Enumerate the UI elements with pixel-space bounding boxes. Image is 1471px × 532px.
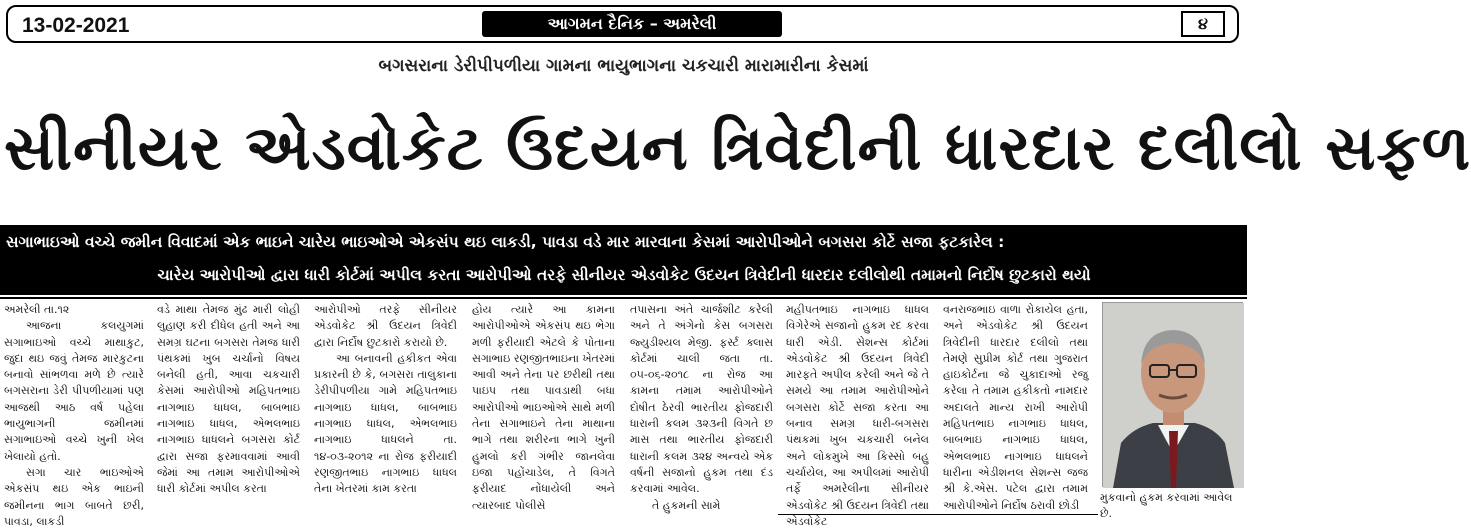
article-column-7: વનરાજભાઇ વાળા રોકાયેલ હતા, અને એડવોકેટ શ્રી ઉદયન ત્રિવેદીની ધારદાર દલીલો તથા તેમણે સુપ્રીમ કોર્ટ તથા ગુજરાત હાઇકોર્ટના જે ચુકાદાઓ રજુ કરેલા તે તમામ હકીકતો નામદાર અદાલતે માન્ય રાખી આરોપી મહિપતભાઇ નાગભાઇ ધાધલ, બાબભાઇ નાગભાઇ ધાધલ, એભલભાઇ નાગભાઇ ધાધલને ધારીના એડીશનલ સેશન્સ જજ શ્રી કે.એસ. પટેલ દ્વારા તમામ આરોપીઓને નિર્દોષ ઠરાવી છોડી — [943, 303, 1088, 512]
kicker: બગસરાના ડેરીપીપળીયા ગામના ભાયુભાગના ચકચારી મારામારીના કેસમાં — [378, 56, 869, 76]
bottom-rule — [778, 514, 1098, 515]
article-column-2: વડે માથા તેમજ મુંઢ મારી લોહી લુહાણ કરી દીધેલ હતી અને આ સમગ્ર ઘટના બગસરા તેમજ ધારી પંથકમાં ખુબ ચર્ચાનો વિષય બનેલી હતી, આવા ચકચારી કેસમાં આરોપીઓ મહિપતભાઇ નાગભાઇ ધાધલ, બાબભાઇ નાગભાઇ ધાધલ, એભલભાઇ નાગભાઇ ધાધલને બગસરા કોર્ટ દ્વારા સજા ફરમાવવામાં આવી જેમાં આ તમામ આરોપીઓએ ધારી કોર્ટમાં અપીલ કરતા — [157, 303, 300, 496]
deck-line-2: ચારેય આરોપીઓ દ્વારા ધારી કોર્ટમાં અપીલ કરતા આરોપીઓ તરફે સીનીયર એડવોકેટ ઉદયન ત્રિવેદીની ધારદાર દલીલોથી તમામનો નિર્દોષ છુટકારો થયો — [157, 266, 1091, 284]
portrait-image — [1103, 303, 1244, 488]
article-column-6: મહીપતભાઇ નાગભાઇ ધાધલ વિગેરેએ સજાનો હુકમ રદ કરવા ધારી એડી. સેશન્સ કોર્ટમાં એડવોકેટ શ્રી ઉદયન ત્રિવેદી મારફતે અપીલ કરેલી અને જે તે સમયે આ તમામ આરોપીઓને બગસરા કોર્ટે સજા કરતા આ બનાવ સમગ્ર ધારી-બગસરા પંથકમાં ખુબ ચકચારી બનેલ અને લોકમુખે આ કિસ્સો બહુ ચર્ચાયેલ, આ અપીલમાં આરોપી તર્ફે અમરેલીના સીનીયર એડવોકેટ શ્રી ઉદયન ત્રિવેદી તથા એડવોકેટ — [786, 303, 930, 528]
masthead-bar — [6, 5, 1239, 43]
headline: સીનીયર એડવોકેટ ઉદયન ત્રિવેદીની ધારદાર દલીલો સફળ — [4, 111, 1471, 184]
article-column-1: અમરેલી તા.૧૨ આજના કલયુગમાં સગાભાઇઓ વચ્ચે માથાકુટ, જુદા થઇ જવું તેમજ મારકુટના બનાવો સાંભળવા મળે છે ત્યારે બગસરાના ડેરી પીપળીયામાં પણ આજથી આઠ વર્ષ પહેલા ભાયુભાગની જમીનમાં સગાભાઇઓ વચ્ચે ખુની ખેલ ખેલાયો હતો. સગા ચાર ભાઇઓએ એકસંપ થઇ એક ભાઇની જમીનના ભાગ બાબતે છરી, પાવડા, લાકડી — [4, 303, 144, 528]
newspaper-name: આગમન દૈનિક – અમરેલી — [482, 11, 782, 37]
article-column-3: આરોપીઓ તરફે સીનીયર એડવોકેટ શ્રી ઉદયન ત્રિવેદી દ્વારા નિર્દોષ છુટકારો કરાયો છે. આ બનાવની હકીકત એવા પ્રકારની છે કે, બગસરા તાલુકાના ડેરીપીપળીયા ગામે મહિપતભાઇ નાગભાઇ ધાધલ, બાબભાઇ નાગભાઇ ધાધલ, એભલભાઇ નાગભાઇ ધાધલને તા. ૧૪-૦૩-૨૦૧૨ ના રોજ ફરીયાદી રણજીતભાઇ નાગભાઇ ધાધલ તેના ખેતરમાં કામ કરતા — [314, 303, 457, 496]
deck-band — [0, 225, 1247, 295]
deck-line-1: સગાભાઇઓ વચ્ચે જમીન વિવાદમાં એક ભાઇને ચારેય ભાઇઓએ એકસંપ થઇ લાકડી, પાવડા વડે માર મારવાના કેસમાં આરોપીઓને બગસરા કોર્ટે સજા ફટકારેલ : — [6, 233, 1005, 251]
divider-rule — [0, 297, 1247, 299]
page-number: ૪ — [1181, 11, 1225, 37]
article-column-4: હોય ત્યારે આ કામના આરોપીઓએ એકસંપ થઇ ભેગા મળી ફરીયાદી એટલે કે પોતાના સગાભાઇ રણજીતભાઇના ખેતરમાં આવી અને તેના પર છરીથી તથા પાઇપ તથા પાવડાથી બધા આરોપીઓ ભાઇઓએ સાથે મળી તેના સગાભાઇને તેના માથાના ભાગે તથા શરીરના ભાગે ખુની હુમલો કરી ગંભીર જાનલેવા ઇજા પહોંચાડેલ, તે વિગતે ફરીયાદ નોંધાયેલી અને ત્યારબાદ પોલીસે — [472, 303, 615, 512]
article-column-5: તપાસના અંતે ચાર્જશીટ કરેલી અને તે અંગેનો કેસ બગસરા જ્યુડીશ્યલ મેજી. ફર્સ્ટ ક્લાસ કોર્ટમાં ચાલી જતા તા. ૦૫-૦૬-૨૦૧૮ ના રોજ આ કામના તમામ આરોપીઓને દોષીત ઠેરવી ભારતીય ફોજદારી ધારાની કલમ ૩૨૩ની વિગતે છ માસ તથા ભારતીય ફોજદારી ધારાની કલમ ૩૨૪ અન્વયે એક વર્ષની સજાનો હુકમ તથા દંડ કરવામાં આવેલ. તે હુકમની સામે — [630, 303, 773, 512]
issue-date: 13-02-2021 — [22, 14, 130, 37]
advocate-photo — [1102, 302, 1243, 487]
photo-caption: મુકવાનો હુકમ કરવામાં આવેલ છે. — [1100, 491, 1233, 520]
